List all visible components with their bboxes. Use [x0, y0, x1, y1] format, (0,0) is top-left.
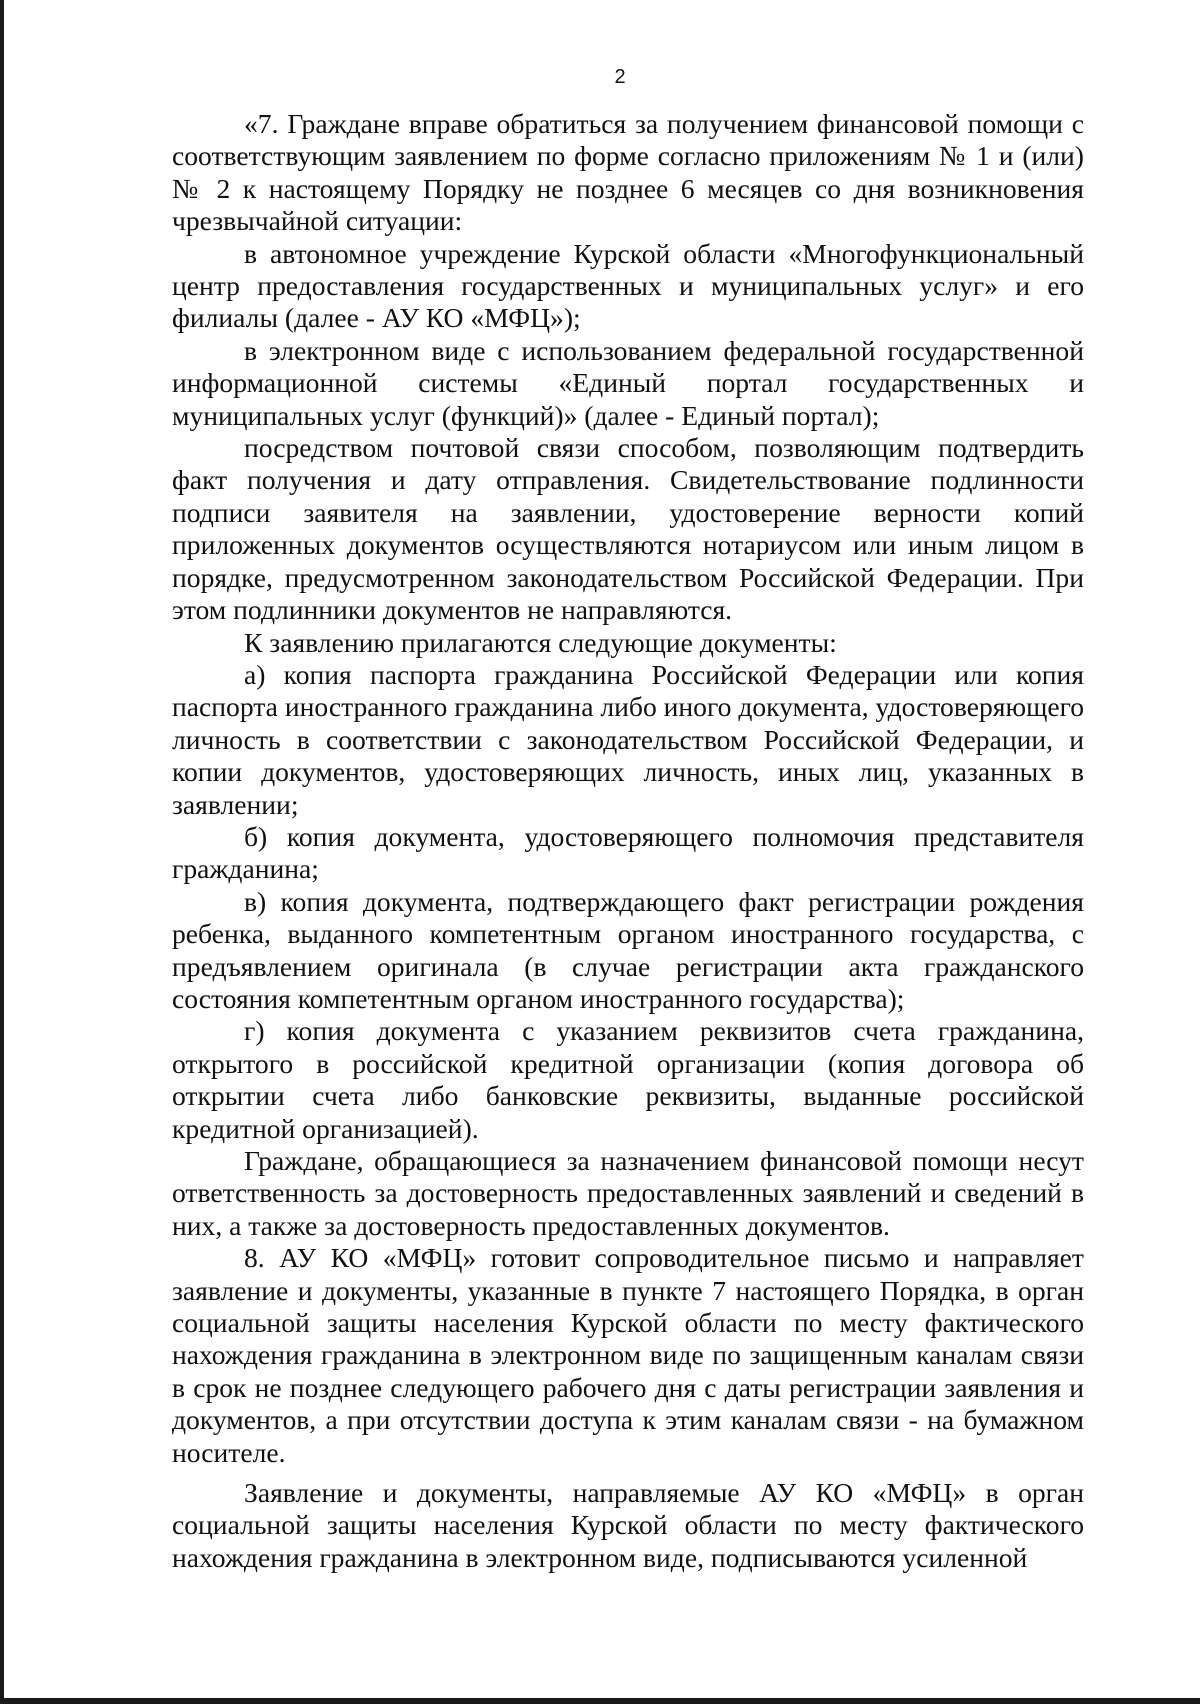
paragraph-item-8: 8. АУ КО «МФЦ» готовит сопроводительное письмо и направляет заявление и документы, указанные в пункте 7 настоящего Порядка, в орган социальной защиты населения Курской области по месту фактического нахождения гражданина в электронном виде по защищенным каналам связи в срок не позднее следующего рабочего дня с даты регистрации заявления и документов, а при отсутствии доступа к этим каналам связи - на бумажном носителе.: [172, 1242, 1084, 1468]
paragraph-doc-a: а) копия паспорта гражданина Российской Федерации или копия паспорта иностранного гражданина либо иного документа, удостоверяющего личность в соответствии с законодательством Российской Федерации, и копии документов, удостоверяющих личность, иных лиц, указанных в заявлении;: [172, 658, 1084, 820]
paragraph-post-option: посредством почтовой связи способом, позволяющим подтвердить факт получения и дату отправления. Свидетельствование подлинности подписи заявителя на заявлении, удостоверение верности копий приложенных документов осуществляются нотариусом или иным лицом в порядке, предусмотренном законодательством Российской Федерации. При этом подлинники документов не направляются.: [172, 432, 1084, 626]
paragraph-documents-heading: К заявлению прилагаются следующие документы:: [244, 626, 837, 658]
paragraph-signature-note: Заявление и документы, направляемые АУ КО «МФЦ» в орган социальной защиты населения Курской области по месту фактического нахождения гражданина в электронном виде, подписываются усиленной: [172, 1477, 1084, 1573]
paragraph-responsibility: Граждане, обращающиеся за назначением финансовой помощи несут ответственность за достоверность предоставленных заявлений и сведений в них, а также за достоверность предоставленных документов.: [172, 1145, 1084, 1241]
page-number: 2: [614, 66, 626, 88]
paragraph-item-7-intro: «7. Граждане вправе обратиться за получением финансовой помощи с соответствующим заявлением по форме согласно приложениям № 1 и (или) № 2 к настоящему Порядку не позднее 6 месяцев со дня возникновения чрезвычайной ситуации:: [172, 108, 1084, 237]
document-body: [172, 108, 1084, 1574]
paragraph-mfc-option: в автономное учреждение Курской области «Многофункциональный центр предоставления государственных и муниципальных услуг» и его филиалы (далее - АУ КО «МФЦ»);: [172, 237, 1084, 334]
paragraph-doc-v: в) копия документа, подтверждающего факт регистрации рождения ребенка, выданного компетентным органом иностранного государства, с предъявлением оригинала (в случае регистрации акта гражданского состояния компетентным органом иностранного государства);: [172, 885, 1084, 1014]
paragraph-doc-g: г) копия документа с указанием реквизитов счета гражданина, открытого в российской кредитной организации (копия договора об открытии счета либо банковские реквизиты, выданные российской кредитной организацией).: [172, 1015, 1084, 1144]
scan-edge-bottom: [0, 1698, 1200, 1704]
paragraph-portal-option: в электронном виде с использованием федеральной государственной информационной системы «Единый портал государственных и муниципальных услуг (функций)» (далее - Единый портал);: [172, 334, 1084, 431]
paragraph-doc-b: б) копия документа, удостоверяющего полномочия представителя гражданина;: [172, 820, 1084, 885]
scan-edge-left: [0, 0, 4, 1704]
